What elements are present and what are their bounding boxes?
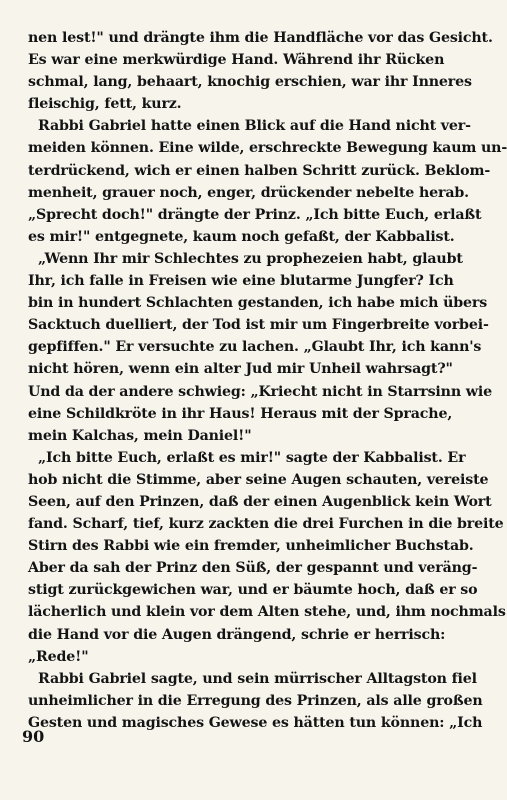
text-line: mein Kalchas, mein Daniel!" bbox=[28, 427, 252, 444]
text-line: fand. Scharf, tief, kurz zackten die drei Furchen in die breite bbox=[28, 516, 504, 533]
page-number: 90 bbox=[22, 727, 45, 746]
text-line: „Sprecht doch!" drängte der Prinz. „Ich bitte Euch, erlaßt bbox=[28, 206, 482, 223]
text-line: Aber da sah der Prinz den Süß, der gespannt und veräng- bbox=[28, 560, 478, 577]
text-line: menheit, grauer noch, enger, drückender nebelte herab. bbox=[28, 184, 469, 201]
text-line: Stirn des Rabbi wie ein fremder, unheimlicher Buchstab. bbox=[28, 538, 474, 555]
text-line: „Ich bitte Euch, erlaßt es mir!" sagte der Kabbalist. Er bbox=[38, 449, 466, 466]
text-line: terdrückend, wich er einen halben Schritt zurück. Beklom- bbox=[28, 162, 491, 179]
text-line: nen lest!" und drängte ihm die Handfläche vor das Gesicht. bbox=[28, 30, 493, 46]
text-line: meiden können. Eine wilde, erschreckte Bewegung kaum un- bbox=[28, 140, 507, 157]
text-line: Gesten und magisches Gewese es hätten tun können: „Ich bbox=[28, 714, 483, 731]
text-line: die Hand vor die Augen drängend, schrie er herrisch: bbox=[28, 626, 446, 643]
text-line: Rabbi Gabriel sagte, und sein mürrischer Alltagston fiel bbox=[38, 670, 477, 687]
text-line: Ihr, ich falle in Freisen wie eine blutarme Jungfer? Ich bbox=[28, 273, 454, 290]
text-line: Sacktuch duelliert, der Tod ist mir um Fingerbreite vorbei- bbox=[28, 317, 489, 334]
body-text bbox=[28, 27, 507, 734]
text-line: schmal, lang, behaart, knochig erschien, war ihr Inneres bbox=[28, 74, 472, 91]
text-line: Seen, auf den Prinzen, daß der einen Augenblick kein Wort bbox=[28, 493, 492, 510]
text-line: lächerlich und klein vor dem Alten stehe, und, ihm nochmals bbox=[28, 604, 506, 621]
text-line: Und da der andere schwieg: „Kriecht nicht in Starrsinn wie bbox=[28, 383, 492, 400]
text-line: gepfiffen." Er versuchte zu lachen. „Glaubt Ihr, ich kann's bbox=[28, 339, 482, 356]
text-line: „Rede!" bbox=[28, 648, 89, 665]
text-line: unheimlicher in die Erregung des Prinzen, als alle großen bbox=[28, 692, 483, 709]
text-line: es mir!" entgegnete, kaum noch gefaßt, der Kabbalist. bbox=[28, 228, 455, 245]
text-line: „Wenn Ihr mir Schlechtes zu prophezeien habt, glaubt bbox=[38, 250, 463, 267]
text-line: nicht hören, wenn ein alter Jud mir Unheil wahrsagt?" bbox=[28, 361, 453, 378]
text-line: fleischig, fett, kurz. bbox=[28, 96, 182, 113]
text-line: hob nicht die Stimme, aber seine Augen schauten, vereiste bbox=[28, 471, 489, 488]
text-line: Rabbi Gabriel hatte einen Blick auf die Hand nicht ver- bbox=[38, 118, 471, 135]
text-line: Es war eine merkwürdige Hand. Während ihr Rücken bbox=[28, 52, 445, 69]
text-line: stigt zurückgewichen war, und er bäumte hoch, daß er so bbox=[28, 582, 478, 599]
text-line: bin in hundert Schlachten gestanden, ich habe mich übers bbox=[28, 295, 488, 312]
text-line: eine Schildkröte in ihr Haus! Heraus mit der Sprache, bbox=[28, 405, 453, 422]
